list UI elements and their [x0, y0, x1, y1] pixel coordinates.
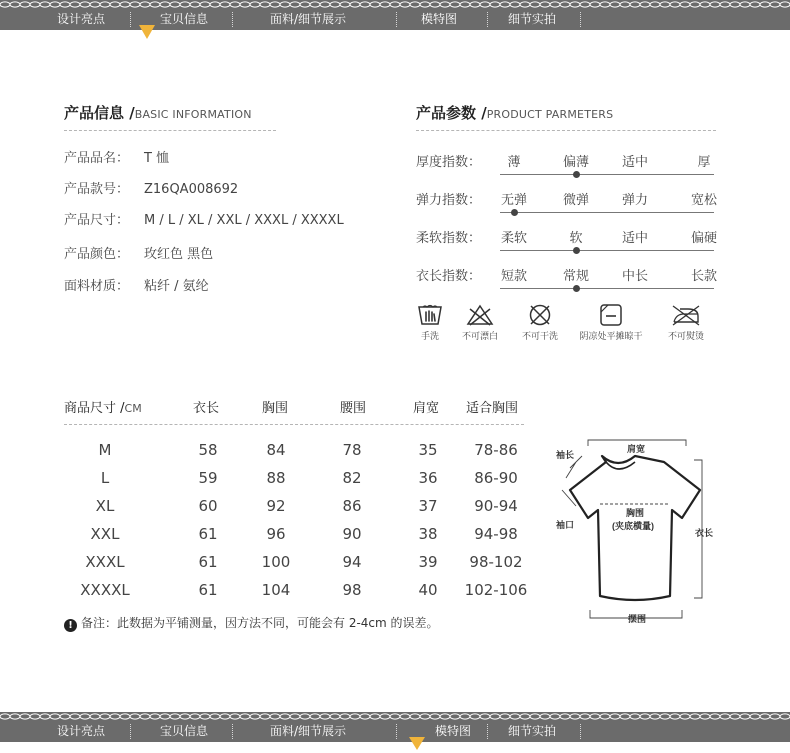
- basic-info-title: 产品信息 /BASIC INFORMATION: [64, 104, 252, 122]
- table-cell: 61: [198, 553, 218, 571]
- nav-item-product-info[interactable]: 宝贝信息: [160, 724, 209, 738]
- care-label: 不可漂白: [461, 332, 498, 342]
- table-cell: 58: [198, 441, 218, 459]
- param-option: 常规: [562, 269, 589, 284]
- chain-pattern: [0, 712, 790, 721]
- param-scale-line: [500, 174, 714, 175]
- table-cell: 78: [342, 441, 362, 459]
- param-scale-line: [500, 250, 714, 251]
- nav-separator: [580, 724, 581, 739]
- size-cell: L: [100, 469, 110, 487]
- table-cell: 88: [266, 469, 286, 487]
- param-option: 微弹: [562, 193, 589, 208]
- param-option: 软: [569, 231, 583, 246]
- param-label: 厚度指数：: [416, 155, 482, 170]
- param-option: 无弹: [500, 193, 527, 208]
- nav-separator: [580, 12, 581, 27]
- chain-pattern: [0, 0, 790, 9]
- nav-separator: [232, 12, 233, 27]
- col-header-size: 商品尺寸 /CM: [64, 401, 142, 416]
- table-cell: 84: [266, 441, 286, 459]
- col-header-shoulder: 肩宽: [413, 401, 440, 416]
- param-option: 短款: [500, 269, 527, 284]
- nav-item-fabric[interactable]: 面料/细节展示: [270, 12, 347, 26]
- param-row: [416, 227, 716, 253]
- nav-separator: [130, 724, 131, 739]
- param-option: 中长: [621, 269, 648, 284]
- param-scale-line: [500, 288, 714, 289]
- table-cell: 104: [261, 581, 291, 599]
- col-header-waist: 腰围: [340, 401, 367, 416]
- info-row-material: 面料材质： 粘纤 / 氨纶: [64, 279, 209, 294]
- nav-item-fabric[interactable]: 面料/细节展示: [270, 724, 347, 738]
- param-option: 偏硬: [690, 231, 717, 246]
- care-dry-flat: [571, 303, 651, 342]
- table-cell: 59: [198, 469, 218, 487]
- label-length: 衣长: [695, 528, 714, 538]
- nav-separator: [396, 12, 397, 27]
- col-header-length: 衣长: [193, 401, 220, 416]
- table-cell: 98: [342, 581, 362, 599]
- param-row: [416, 151, 716, 177]
- table-cell: 92: [266, 497, 286, 515]
- care-label: 不可干洗: [521, 332, 558, 342]
- nav-separator: [130, 12, 131, 27]
- care-label: 手洗: [420, 332, 439, 342]
- no-bleach-icon: [465, 303, 495, 327]
- info-row-name: 产品品名： T 恤: [64, 151, 170, 166]
- table-cell: 38: [418, 525, 438, 543]
- table-cell: 61: [198, 525, 218, 543]
- param-option: 弹力: [621, 193, 648, 208]
- chain-border: [0, 0, 790, 9]
- col-header-fit-chest: 适合胸围: [466, 401, 519, 416]
- nav-item-detail[interactable]: 细节实拍: [508, 724, 557, 738]
- size-cell: XXXL: [85, 553, 125, 571]
- table-cell: 36: [418, 469, 438, 487]
- param-option: 适中: [621, 155, 648, 170]
- param-label: 弹力指数：: [416, 193, 482, 208]
- label-hem: 摆围: [628, 614, 647, 624]
- table-cell: 35: [418, 441, 438, 459]
- param-option: 偏薄: [562, 155, 589, 170]
- bottom-nav-bar: [0, 712, 790, 742]
- parameters-title: 产品参数 /PRODUCT PARMETERS: [416, 104, 614, 122]
- table-cell: 60: [198, 497, 218, 515]
- table-cell: 78-86: [474, 441, 518, 459]
- nav-item-design[interactable]: 设计亮点: [57, 724, 106, 738]
- nav-item-model[interactable]: 模特图: [421, 12, 458, 26]
- nav-separator: [487, 12, 488, 27]
- table-cell: 90: [342, 525, 362, 543]
- divider: [64, 424, 524, 425]
- param-selected-dot: [573, 171, 580, 178]
- table-cell: 94: [342, 553, 362, 571]
- table-cell: 40: [418, 581, 438, 599]
- param-option: 柔软: [500, 231, 527, 246]
- warning-icon: !: [64, 619, 77, 632]
- chain-border: [0, 712, 790, 721]
- nav-active-pointer: [409, 737, 425, 750]
- size-cell: XL: [95, 497, 115, 515]
- table-cell: 86-90: [474, 469, 518, 487]
- info-row-sku: 产品款号： Z16QA008692: [64, 182, 239, 197]
- table-cell: 61: [198, 581, 218, 599]
- info-row-colors: 产品颜色： 玫红色 黑色: [64, 247, 214, 262]
- no-dry-clean-icon: [527, 303, 553, 327]
- care-no-iron: [646, 303, 726, 342]
- param-label: 衣长指数：: [416, 269, 482, 284]
- nav-item-detail[interactable]: 细节实拍: [508, 12, 557, 26]
- param-option: 薄: [507, 155, 521, 170]
- size-cell: M: [98, 441, 112, 459]
- nav-separator: [232, 724, 233, 739]
- tshirt-measure-diagram: [552, 432, 722, 632]
- top-nav-bar: [0, 0, 790, 30]
- dry-flat-shade-icon: [598, 303, 624, 327]
- col-header-chest: 胸围: [262, 401, 289, 416]
- table-cell: 82: [342, 469, 362, 487]
- param-scale-line: [500, 212, 714, 213]
- param-label: 柔软指数：: [416, 231, 482, 246]
- nav-item-model[interactable]: 模特图: [435, 724, 472, 738]
- param-option: 宽松: [690, 193, 717, 208]
- size-cell: XXL: [90, 525, 120, 543]
- label-sleeve: 袖长: [556, 450, 575, 460]
- param-row: [416, 265, 716, 291]
- param-selected-dot: [511, 209, 518, 216]
- nav-separator: [396, 724, 397, 739]
- param-option: 厚: [697, 155, 711, 170]
- nav-separator: [487, 724, 488, 739]
- table-cell: 86: [342, 497, 362, 515]
- label-cuff: 袖口: [556, 520, 575, 530]
- care-label: 阴凉处平摊晾干: [579, 332, 643, 342]
- divider: [64, 130, 276, 131]
- label-chest-note: (夹底横量): [612, 521, 654, 531]
- care-no-dry-clean: [500, 303, 580, 342]
- nav-active-pointer: [139, 25, 155, 39]
- label-shoulder: 肩宽: [627, 444, 646, 454]
- table-cell: 94-98: [474, 525, 518, 543]
- table-cell: 102-106: [464, 581, 528, 599]
- param-selected-dot: [573, 285, 580, 292]
- info-row-sizes: 产品尺寸： M / L / XL / XXL / XXXL / XXXXL: [64, 213, 344, 228]
- table-cell: 98-102: [469, 553, 523, 571]
- param-option: 长款: [690, 269, 717, 284]
- param-selected-dot: [573, 247, 580, 254]
- table-cell: 39: [418, 553, 438, 571]
- param-option: 适中: [621, 231, 648, 246]
- care-label: 不可熨烫: [667, 332, 704, 342]
- table-cell: 100: [261, 553, 291, 571]
- param-row: [416, 189, 716, 215]
- table-cell: 96: [266, 525, 286, 543]
- no-iron-icon: [670, 303, 702, 327]
- divider: [416, 130, 716, 131]
- measurement-note: ! 备注：此数据为平铺测量，因方法不同，可能会有 2-4cm 的误差。: [64, 614, 439, 632]
- nav-item-product-info[interactable]: 宝贝信息: [160, 12, 209, 26]
- label-chest: 胸围: [626, 508, 645, 518]
- table-cell: 37: [418, 497, 438, 515]
- nav-item-design[interactable]: 设计亮点: [57, 12, 106, 26]
- size-cell: XXXXL: [80, 581, 130, 599]
- table-cell: 90-94: [474, 497, 518, 515]
